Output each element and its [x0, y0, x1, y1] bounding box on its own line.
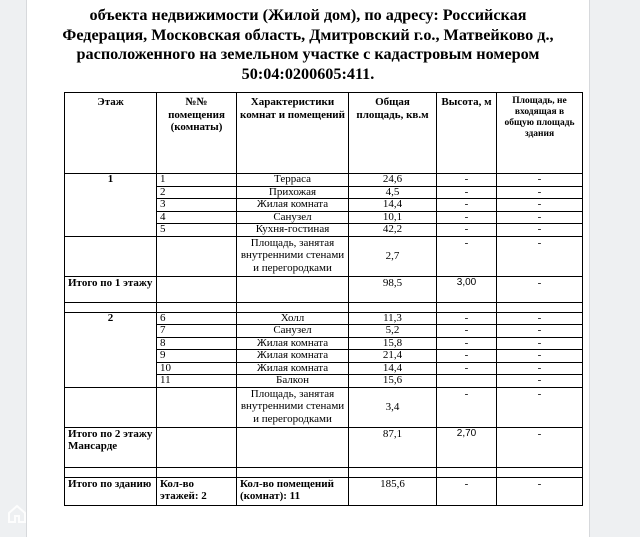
- room-area: 42,2: [349, 224, 437, 237]
- room-name: Жилая комната: [237, 199, 349, 212]
- walls-row: [65, 387, 583, 427]
- walls-area: 3,4: [349, 387, 437, 427]
- room-height: -: [437, 325, 497, 338]
- room-height: [437, 375, 497, 388]
- room-number: 11: [157, 375, 237, 388]
- floor-total-row: [65, 276, 583, 302]
- floor-label: 1: [65, 174, 157, 237]
- room-excluded: -: [497, 312, 583, 325]
- room-excluded: -: [497, 337, 583, 350]
- room-name: Жилая комната: [237, 362, 349, 375]
- room-excluded: -: [497, 350, 583, 363]
- room-number: 7: [157, 325, 237, 338]
- column-header-height: Высота, м: [437, 93, 497, 174]
- room-area: 14,4: [349, 199, 437, 212]
- explication-table: [64, 92, 583, 506]
- room-height: -: [437, 350, 497, 363]
- room-name: Жилая комната: [237, 337, 349, 350]
- room-area: 15,6: [349, 375, 437, 388]
- spacer-row: [65, 467, 583, 477]
- heading-line: Федерация, Московская область, Дмитровский г.о., Матвейково д.,: [62, 25, 554, 44]
- room-excluded: -: [497, 174, 583, 187]
- building-total-label: Итого по зданию: [65, 477, 157, 505]
- heading-line: 50:04:0200605:411.: [241, 64, 375, 83]
- column-header-characteristics: Характеристики комнат и помещений: [237, 93, 349, 174]
- room-number: 2: [157, 186, 237, 199]
- walls-excluded: -: [497, 387, 583, 427]
- room-area: 14,4: [349, 362, 437, 375]
- floor-total-area: 98,5: [349, 276, 437, 302]
- room-number: 9: [157, 350, 237, 363]
- walls-description: Площадь, занятая внутренними стенами и перегородками: [237, 236, 349, 276]
- column-header-room-no: №№ помещения (комнаты): [157, 93, 237, 174]
- room-name: Санузел: [237, 325, 349, 338]
- heading-line: объекта недвижимости (Жилой дом), по адресу: Российская: [89, 6, 527, 24]
- room-name: Прихожая: [237, 186, 349, 199]
- floor-total-height: 3,00: [437, 276, 497, 302]
- room-excluded: -: [497, 375, 583, 388]
- floor-total-label: Итого по 1 этажу: [65, 276, 157, 302]
- watermark-text: Домклик: [34, 505, 104, 522]
- room-area: 10,1: [349, 211, 437, 224]
- building-total-area: 185,6: [349, 477, 437, 505]
- room-area: 15,8: [349, 337, 437, 350]
- column-header-floor: Этаж: [65, 93, 157, 174]
- walls-height: -: [437, 236, 497, 276]
- room-name: Терраса: [237, 174, 349, 187]
- table-header-row: [65, 93, 583, 174]
- building-total-row: [65, 477, 583, 505]
- floor-total-row: [65, 427, 583, 467]
- table-row: [65, 174, 583, 187]
- room-area: 4,5: [349, 186, 437, 199]
- room-area: 11,3: [349, 312, 437, 325]
- room-excluded: -: [497, 362, 583, 375]
- walls-row: [65, 236, 583, 276]
- building-floors-count: Кол-во этажей: 2: [157, 477, 237, 505]
- room-number: 3: [157, 199, 237, 212]
- room-height: -: [437, 312, 497, 325]
- room-number: 1: [157, 174, 237, 187]
- walls-area: 2,7: [349, 236, 437, 276]
- column-header-excluded: Площадь, не входящая в общую площадь здания: [497, 93, 583, 174]
- walls-description: Площадь, занятая внутренними стенами и перегородками: [237, 387, 349, 427]
- room-height: -: [437, 186, 497, 199]
- room-excluded: -: [497, 224, 583, 237]
- room-area: 21,4: [349, 350, 437, 363]
- room-excluded: -: [497, 325, 583, 338]
- building-rooms-count: Кол-во помещений (комнат): 11: [237, 477, 349, 505]
- room-height: -: [437, 362, 497, 375]
- table-row: [65, 312, 583, 325]
- room-number: 6: [157, 312, 237, 325]
- room-name: Балкон: [237, 375, 349, 388]
- floor-total-height: 2,70: [437, 427, 497, 467]
- walls-height: -: [437, 387, 497, 427]
- room-height: -: [437, 211, 497, 224]
- room-excluded: -: [497, 199, 583, 212]
- document-page: [26, 0, 590, 537]
- column-header-area: Общая площадь, кв.м: [349, 93, 437, 174]
- room-excluded: -: [497, 186, 583, 199]
- room-name: Холл: [237, 312, 349, 325]
- room-height: -: [437, 174, 497, 187]
- room-number: 8: [157, 337, 237, 350]
- room-name: Кухня-гостиная: [237, 224, 349, 237]
- walls-excluded: -: [497, 236, 583, 276]
- floor-total-excluded: -: [497, 427, 583, 467]
- room-height: -: [437, 224, 497, 237]
- room-number: 10: [157, 362, 237, 375]
- floor-label: 2: [65, 312, 157, 387]
- house-logo-icon: [6, 503, 28, 525]
- room-name: Санузел: [237, 211, 349, 224]
- room-area: 5,2: [349, 325, 437, 338]
- heading-line: расположенного на земельном участке с кадастровым номером: [76, 45, 540, 64]
- room-height: -: [437, 337, 497, 350]
- building-total-excluded: -: [497, 477, 583, 505]
- floor-total-excluded: -: [497, 276, 583, 302]
- room-excluded: -: [497, 211, 583, 224]
- room-name: Жилая комната: [237, 350, 349, 363]
- floor-total-area: 87,1: [349, 427, 437, 467]
- room-number: 5: [157, 224, 237, 237]
- document-heading: [27, 6, 589, 84]
- building-total-height: -: [437, 477, 497, 505]
- room-area: 24,6: [349, 174, 437, 187]
- spacer-row: [65, 302, 583, 312]
- floor-total-label: Итого по 2 этажу Мансарде: [65, 427, 157, 467]
- room-number: 4: [157, 211, 237, 224]
- room-height: -: [437, 199, 497, 212]
